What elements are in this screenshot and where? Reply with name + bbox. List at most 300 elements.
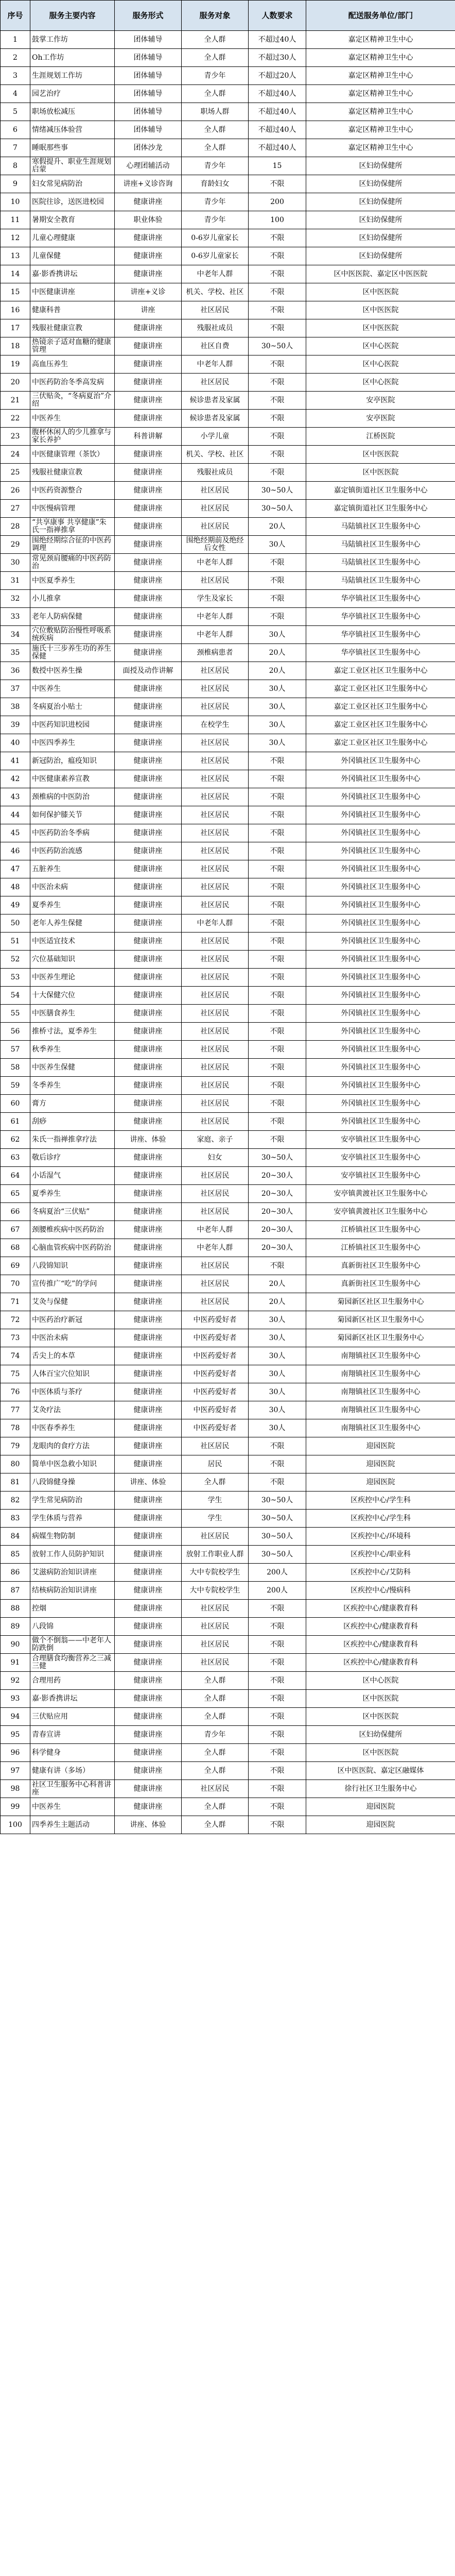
cell-service-form: 健康讲座	[115, 1185, 182, 1203]
cell-provider-unit: 安亭镇黄渡社区卫生服务中心	[306, 1203, 455, 1221]
cell-service-form: 团体辅导	[115, 85, 182, 103]
cell-headcount: 不限	[249, 752, 306, 770]
cell-provider-unit: 区中医医院	[306, 1690, 455, 1708]
cell-service-form: 健康讲座	[115, 518, 182, 536]
cell-service-form: 健康讲座	[115, 536, 182, 554]
cell-index: 42	[1, 770, 30, 788]
cell-provider-unit: 外冈镇社区卫生服务中心	[306, 860, 455, 878]
cell-service-content: 如何保护膝关节	[30, 806, 115, 824]
table-row	[1, 842, 455, 860]
cell-index: 92	[1, 1672, 30, 1690]
cell-service-form: 健康讲座	[115, 680, 182, 698]
table-row	[1, 1239, 455, 1257]
cell-service-content: 中医适宜技术	[30, 933, 115, 951]
cell-service-content: 妇女常见病防治	[30, 175, 115, 193]
cell-headcount: 不限	[249, 1816, 306, 1834]
cell-provider-unit: 嘉定区精神卫生中心	[306, 49, 455, 67]
cell-headcount: 不限	[249, 392, 306, 410]
cell-provider-unit: 区中医医院	[306, 319, 455, 337]
cell-service-content: 残服社健康宣教	[30, 319, 115, 337]
cell-provider-unit: 外冈镇社区卫生服务中心	[306, 878, 455, 896]
cell-headcount: 不限	[249, 1636, 306, 1654]
cell-service-form: 健康讲座	[115, 1582, 182, 1600]
cell-provider-unit: 区疾控中心/职业科	[306, 1546, 455, 1564]
table-row	[1, 1185, 455, 1203]
cell-headcount: 不超过30人	[249, 49, 306, 67]
cell-service-target: 全人群	[182, 1744, 249, 1762]
cell-provider-unit: 嘉定镇街道社区卫生服务中心	[306, 500, 455, 518]
cell-headcount: 30人	[249, 1401, 306, 1419]
cell-index: 72	[1, 1311, 30, 1329]
table-row	[1, 139, 455, 157]
cell-provider-unit: 南翔镇社区卫生服务中心	[306, 1347, 455, 1365]
cell-headcount: 不限	[249, 608, 306, 626]
cell-headcount: 30~50人	[249, 1546, 306, 1564]
cell-service-target: 残服社成员	[182, 319, 249, 337]
cell-service-target: 社区居民	[182, 1654, 249, 1672]
cell-service-content: 寒假提升、职业生涯规划启蒙	[30, 157, 115, 175]
cell-index: 82	[1, 1492, 30, 1510]
cell-index: 23	[1, 428, 30, 446]
cell-headcount: 20人	[249, 644, 306, 662]
cell-index: 99	[1, 1798, 30, 1816]
cell-index: 87	[1, 1582, 30, 1600]
cell-service-form: 健康讲座	[115, 878, 182, 896]
cell-service-target: 中医药爱好者	[182, 1419, 249, 1437]
cell-index: 14	[1, 265, 30, 283]
cell-service-target: 全人群	[182, 49, 249, 67]
cell-provider-unit: 区中心医院	[306, 337, 455, 355]
cell-index: 53	[1, 969, 30, 987]
table-row	[1, 806, 455, 824]
cell-service-target: 青少年	[182, 1726, 249, 1744]
cell-headcount: 不限	[249, 1744, 306, 1762]
cell-service-form: 健康讲座	[115, 896, 182, 914]
cell-service-target: 全人群	[182, 85, 249, 103]
cell-service-target: 社区居民	[182, 680, 249, 698]
cell-index: 46	[1, 842, 30, 860]
table-row	[1, 1347, 455, 1365]
table-row	[1, 933, 455, 951]
cell-service-target: 社区居民	[182, 1780, 249, 1798]
cell-service-form: 健康讲座	[115, 824, 182, 842]
cell-headcount: 不限	[249, 1726, 306, 1744]
table-row	[1, 1528, 455, 1546]
cell-index: 44	[1, 806, 30, 824]
cell-service-target: 社区居民	[182, 1113, 249, 1131]
cell-headcount: 不限	[249, 464, 306, 482]
cell-service-target: 社区自费	[182, 337, 249, 355]
header-provider-unit: 配送服务单位/部门	[306, 1, 455, 31]
cell-index: 19	[1, 355, 30, 374]
cell-service-target: 社区居民	[182, 788, 249, 806]
cell-headcount: 不限	[249, 914, 306, 933]
cell-provider-unit: 外冈镇社区卫生服务中心	[306, 1041, 455, 1059]
cell-service-content: 常见颈肩腰痛的中医药防治	[30, 554, 115, 572]
cell-headcount: 30人	[249, 626, 306, 644]
cell-service-content: 围绝经期综合征的中医药调理	[30, 536, 115, 554]
cell-provider-unit: 区妇幼保健所	[306, 175, 455, 193]
cell-service-form: 健康讲座	[115, 698, 182, 716]
cell-service-content: 艾滋病防治知识讲座	[30, 1564, 115, 1582]
cell-provider-unit: 区疾控中心/艾防科	[306, 1564, 455, 1582]
cell-provider-unit: 区中医医院、嘉定区中医医院	[306, 265, 455, 283]
cell-service-form: 心理团辅活动	[115, 157, 182, 175]
cell-service-content: 科学健身	[30, 1744, 115, 1762]
cell-service-target: 全人群	[182, 1816, 249, 1834]
cell-service-form: 健康讲座	[115, 842, 182, 860]
cell-provider-unit: 区中心医院	[306, 374, 455, 392]
cell-headcount: 30人	[249, 734, 306, 752]
cell-service-content: 新冠防治，瘟疫知识	[30, 752, 115, 770]
table-row	[1, 860, 455, 878]
cell-service-form: 健康讲座	[115, 446, 182, 464]
cell-service-content: 中医健康讲座	[30, 283, 115, 301]
cell-service-content: 心脑血管疾病中医药防治	[30, 1239, 115, 1257]
cell-provider-unit: 嘉定工业区社区卫生服务中心	[306, 716, 455, 734]
cell-service-form: 健康讲座	[115, 716, 182, 734]
cell-index: 13	[1, 247, 30, 265]
cell-headcount: 不限	[249, 1690, 306, 1708]
cell-service-target: 社区居民	[182, 1005, 249, 1023]
cell-headcount: 20~30人	[249, 1221, 306, 1239]
cell-service-target: 社区居民	[182, 1185, 249, 1203]
cell-index: 100	[1, 1816, 30, 1834]
cell-service-target: 中老年人群	[182, 608, 249, 626]
cell-service-form: 健康讲座	[115, 1113, 182, 1131]
cell-service-form: 团体辅导	[115, 121, 182, 139]
cell-index: 73	[1, 1329, 30, 1347]
cell-provider-unit: 区疾控中心/学生科	[306, 1510, 455, 1528]
cell-headcount: 30~50人	[249, 1510, 306, 1528]
cell-service-form: 健康讲座	[115, 1257, 182, 1275]
cell-service-content: 膏方	[30, 1095, 115, 1113]
cell-service-content: 园艺治疗	[30, 85, 115, 103]
cell-index: 24	[1, 446, 30, 464]
cell-service-form: 健康讲座	[115, 337, 182, 355]
cell-service-form: 讲座、体验	[115, 1816, 182, 1834]
cell-service-content: 学生体质与营养	[30, 1510, 115, 1528]
cell-service-target: 社区居民	[182, 1275, 249, 1293]
cell-service-form: 健康讲座	[115, 1744, 182, 1762]
cell-service-form: 健康讲座	[115, 319, 182, 337]
cell-provider-unit: 嘉定工业区社区卫生服务中心	[306, 698, 455, 716]
cell-provider-unit: 外冈镇社区卫生服务中心	[306, 914, 455, 933]
table-row	[1, 464, 455, 482]
cell-provider-unit: 南翔镇社区卫生服务中心	[306, 1383, 455, 1401]
table-row	[1, 1816, 455, 1834]
cell-service-content: 中医药防治流感	[30, 842, 115, 860]
table-row	[1, 1492, 455, 1510]
cell-service-content: 施氏十三步养生功的养生保健	[30, 644, 115, 662]
cell-service-content: 高血压养生	[30, 355, 115, 374]
cell-headcount: 30~50人	[249, 1528, 306, 1546]
cell-service-form: 面授及动作讲解	[115, 662, 182, 680]
cell-service-target: 残服社成员	[182, 464, 249, 482]
table-row	[1, 1762, 455, 1780]
cell-service-content: 中医养生	[30, 680, 115, 698]
table-row	[1, 1798, 455, 1816]
cell-index: 88	[1, 1600, 30, 1618]
cell-provider-unit: 安亭医院	[306, 392, 455, 410]
cell-service-content: 鼓掌工作坊	[30, 31, 115, 49]
cell-index: 56	[1, 1023, 30, 1041]
cell-service-target: 围绝经期前及绝经后女性	[182, 536, 249, 554]
cell-service-target: 0-6岁儿童家长	[182, 229, 249, 247]
cell-index: 1	[1, 31, 30, 49]
cell-service-target: 社区居民	[182, 1618, 249, 1636]
cell-index: 9	[1, 175, 30, 193]
cell-provider-unit: 区妇幼保健所	[306, 247, 455, 265]
table-row	[1, 1636, 455, 1654]
table-row	[1, 446, 455, 464]
cell-service-target: 妇女	[182, 1149, 249, 1167]
table-row	[1, 572, 455, 590]
cell-provider-unit: 外冈镇社区卫生服务中心	[306, 770, 455, 788]
table-row	[1, 1510, 455, 1528]
cell-service-content: 合理用药	[30, 1672, 115, 1690]
cell-service-content: 结核病防治知识讲座	[30, 1582, 115, 1600]
cell-provider-unit: 区疾控中心/健康教育科	[306, 1636, 455, 1654]
cell-provider-unit: 区中医医院	[306, 283, 455, 301]
cell-provider-unit: 嘉定镇街道社区卫生服务中心	[306, 482, 455, 500]
cell-provider-unit: 真新街社区卫生服务中心	[306, 1257, 455, 1275]
cell-service-target: 青少年	[182, 193, 249, 211]
cell-headcount: 20人	[249, 1275, 306, 1293]
cell-service-target: 社区居民	[182, 734, 249, 752]
cell-provider-unit: 区妇幼保健所	[306, 211, 455, 229]
cell-headcount: 不限	[249, 1654, 306, 1672]
cell-service-content: 儿童心理健康	[30, 229, 115, 247]
cell-provider-unit: 迎园医院	[306, 1798, 455, 1816]
cell-provider-unit: 马陆镇社区卫生服务中心	[306, 518, 455, 536]
cell-index: 60	[1, 1095, 30, 1113]
cell-service-target: 社区居民	[182, 806, 249, 824]
cell-service-form: 健康讲座	[115, 1311, 182, 1329]
cell-service-form: 健康讲座	[115, 229, 182, 247]
cell-service-target: 社区居民	[182, 374, 249, 392]
cell-service-form: 健康讲座	[115, 355, 182, 374]
cell-index: 50	[1, 914, 30, 933]
cell-service-content: 穴位敷贴防治慢性呼吸系统疾病	[30, 626, 115, 644]
cell-service-content: 冬季养生	[30, 1077, 115, 1095]
cell-service-content: 十大保健穴位	[30, 987, 115, 1005]
cell-service-form: 健康讲座	[115, 806, 182, 824]
cell-service-form: 健康讲座	[115, 1149, 182, 1167]
cell-provider-unit: 安亭镇黄渡社区卫生服务中心	[306, 1185, 455, 1203]
cell-headcount: 不限	[249, 1059, 306, 1077]
cell-headcount: 15	[249, 157, 306, 175]
cell-service-form: 健康讲座	[115, 608, 182, 626]
cell-index: 48	[1, 878, 30, 896]
cell-provider-unit: 嘉定区精神卫生中心	[306, 85, 455, 103]
cell-index: 38	[1, 698, 30, 716]
cell-index: 91	[1, 1654, 30, 1672]
table-row	[1, 1041, 455, 1059]
cell-service-form: 讲座+义诊	[115, 283, 182, 301]
cell-service-target: 社区居民	[182, 1293, 249, 1311]
cell-headcount: 不限	[249, 860, 306, 878]
cell-service-content: 嘉·影香携讲坛	[30, 265, 115, 283]
cell-service-content: 生涯规划工作坊	[30, 67, 115, 85]
cell-service-form: 讲座、体验	[115, 1131, 182, 1149]
cell-service-content: 中医治未病	[30, 1329, 115, 1347]
cell-service-target: 社区居民	[182, 698, 249, 716]
cell-service-target: 社区居民	[182, 969, 249, 987]
table-row	[1, 987, 455, 1005]
cell-provider-unit: 嘉定工业区社区卫生服务中心	[306, 734, 455, 752]
table-row	[1, 355, 455, 374]
table-row	[1, 67, 455, 85]
cell-service-target: 社区居民	[182, 896, 249, 914]
cell-headcount: 不限	[249, 572, 306, 590]
cell-service-form: 健康讲座	[115, 1329, 182, 1347]
cell-service-form: 健康讲座	[115, 1221, 182, 1239]
cell-service-content: 健康科普	[30, 301, 115, 319]
cell-service-content: 颈腰椎疾病中医药防治	[30, 1221, 115, 1239]
table-row	[1, 536, 455, 554]
cell-index: 22	[1, 410, 30, 428]
cell-index: 43	[1, 788, 30, 806]
cell-service-target: 社区居民	[182, 1257, 249, 1275]
cell-index: 2	[1, 49, 30, 67]
cell-service-content: 夏季养生	[30, 1185, 115, 1203]
table-row	[1, 554, 455, 572]
cell-headcount: 不限	[249, 1762, 306, 1780]
cell-service-target: 中医药爱好者	[182, 1401, 249, 1419]
cell-provider-unit: 外冈镇社区卫生服务中心	[306, 1095, 455, 1113]
cell-service-form: 健康讲座	[115, 951, 182, 969]
cell-headcount: 不限	[249, 1708, 306, 1726]
cell-service-content: 五脏养生	[30, 860, 115, 878]
cell-service-form: 健康讲座	[115, 1239, 182, 1257]
cell-service-content: 暑期安全教育	[30, 211, 115, 229]
table-row	[1, 1365, 455, 1383]
cell-service-content: 健康有讲（多场）	[30, 1762, 115, 1780]
cell-index: 64	[1, 1167, 30, 1185]
cell-service-target: 社区居民	[182, 860, 249, 878]
cell-service-target: 中老年人群	[182, 355, 249, 374]
cell-headcount: 不限	[249, 1095, 306, 1113]
cell-headcount: 不限	[249, 1600, 306, 1618]
cell-provider-unit: 区中医医院	[306, 464, 455, 482]
cell-index: 76	[1, 1383, 30, 1401]
cell-headcount: 不限	[249, 229, 306, 247]
cell-service-target: 全人群	[182, 31, 249, 49]
cell-headcount: 30人	[249, 1383, 306, 1401]
cell-provider-unit: 安亭医院	[306, 410, 455, 428]
cell-service-target: 颈椎病患者	[182, 644, 249, 662]
cell-service-form: 健康讲座	[115, 1293, 182, 1311]
cell-service-content: 老年人防病保健	[30, 608, 115, 626]
cell-service-content: Oh工作坊	[30, 49, 115, 67]
cell-provider-unit: 区中心医院	[306, 1672, 455, 1690]
cell-provider-unit: 区中医医院	[306, 1744, 455, 1762]
cell-index: 89	[1, 1618, 30, 1636]
cell-headcount: 20人	[249, 518, 306, 536]
cell-index: 6	[1, 121, 30, 139]
cell-service-content: 中医药防治冬季高发病	[30, 374, 115, 392]
cell-provider-unit: 菊园新区社区卫生服务中心	[306, 1329, 455, 1347]
cell-headcount: 不限	[249, 1780, 306, 1798]
cell-service-form: 健康讲座	[115, 1203, 182, 1221]
cell-service-target: 社区居民	[182, 878, 249, 896]
cell-headcount: 30~50人	[249, 1149, 306, 1167]
cell-index: 10	[1, 193, 30, 211]
cell-index: 84	[1, 1528, 30, 1546]
cell-service-form: 健康讲座	[115, 933, 182, 951]
cell-service-content: 颈椎病的中医防治	[30, 788, 115, 806]
cell-provider-unit: 区中医医院	[306, 446, 455, 464]
cell-service-target: 学生及家长	[182, 590, 249, 608]
table-row	[1, 1257, 455, 1275]
table-row	[1, 896, 455, 914]
cell-index: 11	[1, 211, 30, 229]
cell-service-target: 社区居民	[182, 662, 249, 680]
cell-service-form: 健康讲座	[115, 1798, 182, 1816]
cell-index: 58	[1, 1059, 30, 1077]
cell-service-target: 社区居民	[182, 518, 249, 536]
cell-service-content: 控烟	[30, 1600, 115, 1618]
cell-service-form: 讲座+义诊咨询	[115, 175, 182, 193]
cell-provider-unit: 马陆镇社区卫生服务中心	[306, 554, 455, 572]
cell-service-content: 残服社健康宣教	[30, 464, 115, 482]
cell-provider-unit: 区妇幼保健所	[306, 229, 455, 247]
cell-service-content: 宣传推广“吃”的学问	[30, 1275, 115, 1293]
cell-index: 66	[1, 1203, 30, 1221]
cell-service-content: 睡眠那些事	[30, 139, 115, 157]
cell-service-form: 健康讲座	[115, 734, 182, 752]
cell-index: 39	[1, 716, 30, 734]
table-row	[1, 1419, 455, 1437]
table-row	[1, 1023, 455, 1041]
cell-headcount: 不超过40人	[249, 121, 306, 139]
cell-headcount: 20~30人	[249, 1167, 306, 1185]
cell-service-content: 中医春季养生	[30, 1419, 115, 1437]
cell-index: 74	[1, 1347, 30, 1365]
cell-index: 32	[1, 590, 30, 608]
cell-index: 31	[1, 572, 30, 590]
cell-index: 7	[1, 139, 30, 157]
cell-service-target: 青少年	[182, 211, 249, 229]
table-row	[1, 662, 455, 680]
cell-provider-unit: 江桥医院	[306, 428, 455, 446]
cell-service-form: 健康讲座	[115, 1005, 182, 1023]
cell-service-target: 社区居民	[182, 1095, 249, 1113]
cell-provider-unit: 外冈镇社区卫生服务中心	[306, 806, 455, 824]
table-row	[1, 680, 455, 698]
cell-headcount: 不限	[249, 951, 306, 969]
table-row	[1, 1401, 455, 1419]
cell-index: 16	[1, 301, 30, 319]
cell-service-form: 健康讲座	[115, 1275, 182, 1293]
cell-service-content: 放射工作人员防护知识	[30, 1546, 115, 1564]
cell-service-content: 儿童保健	[30, 247, 115, 265]
cell-service-form: 健康讲座	[115, 1023, 182, 1041]
cell-service-content: 中医养生理论	[30, 969, 115, 987]
cell-service-target: 社区居民	[182, 301, 249, 319]
cell-headcount: 不超过40人	[249, 31, 306, 49]
cell-service-form: 健康讲座	[115, 1564, 182, 1582]
cell-service-form: 健康讲座	[115, 1672, 182, 1690]
cell-service-content: 中医体质与茶疗	[30, 1383, 115, 1401]
cell-service-content: 八段锦知识	[30, 1257, 115, 1275]
cell-headcount: 30人	[249, 1347, 306, 1365]
cell-service-target: 家庭、亲子	[182, 1131, 249, 1149]
cell-service-target: 机关、学校、社区	[182, 283, 249, 301]
cell-service-target: 全人群	[182, 1798, 249, 1816]
cell-service-form: 健康讲座	[115, 644, 182, 662]
